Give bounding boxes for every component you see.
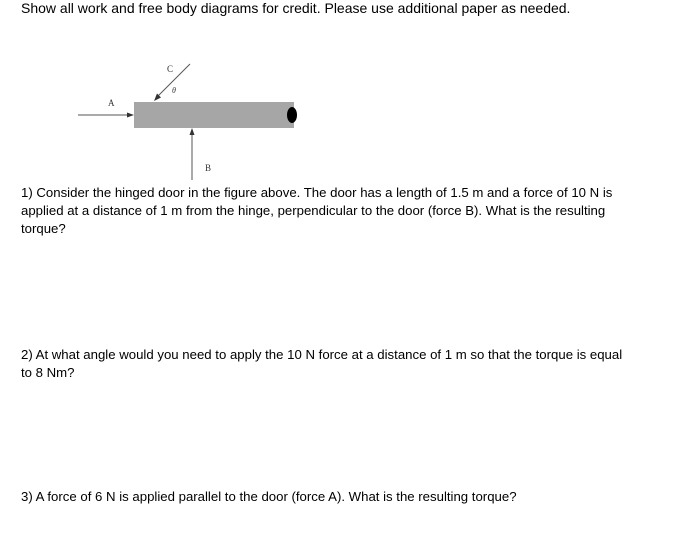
- instructions-text: Show all work and free body diagrams for credit. Please use additional paper as needed.: [21, 0, 571, 16]
- label-a: A: [108, 98, 115, 108]
- force-b-arrow: [190, 128, 195, 180]
- question-1-line-2: applied at a distance of 1 m from the hinge, perpendicular to the door (force B). What is the resulting: [21, 203, 606, 218]
- label-c: C: [167, 64, 174, 74]
- label-theta: θ: [172, 86, 176, 95]
- question-1-line-3: torque?: [21, 221, 66, 236]
- question-1-line-1: 1) Consider the hinged door in the figure above. The door has a length of 1.5 m and a force of 10 N is: [21, 185, 613, 200]
- question-1: [21, 184, 612, 238]
- hinge-dot: [287, 107, 297, 123]
- force-a-arrow: [78, 113, 134, 118]
- question-2-line-2: to 8 Nm?: [21, 365, 75, 380]
- question-3: [21, 488, 517, 506]
- label-b: B: [205, 163, 212, 173]
- question-2: [21, 346, 622, 382]
- door-rect: [134, 102, 294, 128]
- question-3-line-1: 3) A force of 6 N is applied parallel to the door (force A). What is the resulting torque?: [21, 489, 517, 504]
- question-2-line-1: 2) At what angle would you need to apply the 10 N force at a distance of 1 m so that the torque is equal: [21, 347, 623, 362]
